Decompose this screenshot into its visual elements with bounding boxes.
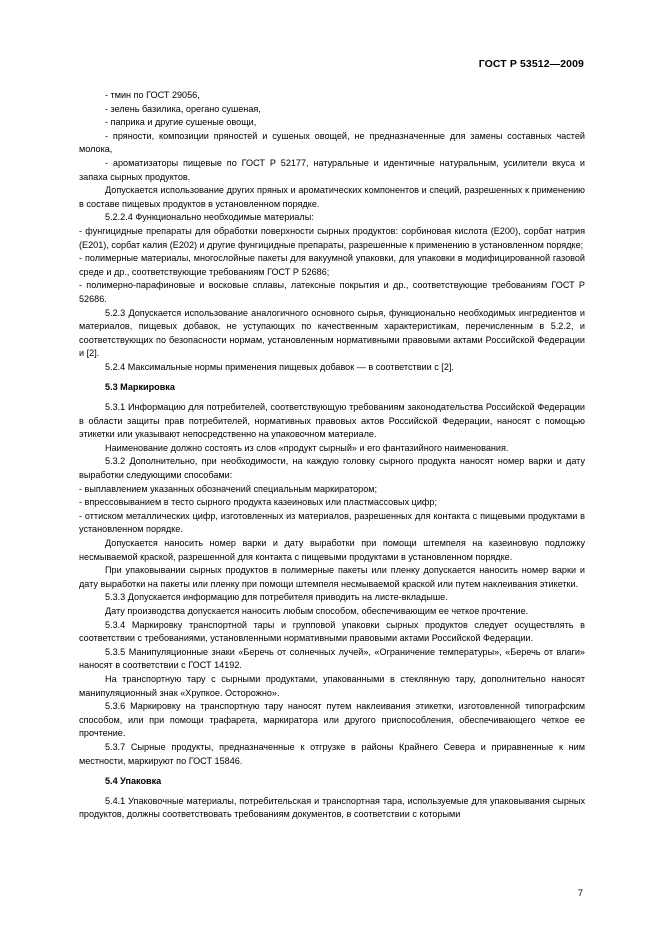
paragraph: - выплавлением указанных обозначений специальным маркиратором; bbox=[79, 483, 378, 494]
paragraph: При упаковывании сырных продуктов в полимерные пакеты или пленку допускается наносить номер варки и дату выработки на пакеты или пленку при помощи штемпеля несмываемой краской или путем наклеивания этикетки. bbox=[79, 565, 585, 589]
paragraph: - оттиском металлических цифр, изготовленных из материалов, разрешенных для контакта с пищевыми продуктами в установленном порядке. bbox=[79, 510, 585, 535]
paragraph: Дату производства допускается наносить любым способом, обеспечивающим ее четкое прочтение. bbox=[105, 605, 529, 616]
paragraph: - паприка и другие сушеные овощи, bbox=[105, 117, 257, 128]
section-heading: 5.3 Маркировка bbox=[105, 382, 175, 393]
paragraph: Допускается наносить номер варки и дату выработки при помощи штемпеля на казеиновую подложку несмываемой краской, разрешенной для контакта с пищевыми продуктами в установленном порядке. bbox=[79, 538, 585, 562]
paragraph: - тмин по ГОСТ 29056, bbox=[105, 90, 200, 100]
paragraph: 5.3.1 Информацию для потребителей, соответствующую требованиям законодательства Российской Федерации в области защиты прав потребителей, нормативных правовых актов Российской Федерации, наносят с помощью этикетки или указывают непосредственно на упаковочном материале. bbox=[79, 402, 585, 440]
paragraph: 5.3.4 Маркировку транспортной тары и групповой упаковки сырных продуктов следует осуществлять в соответствии с требованиями, установленными нормативными правовыми актами Российской Федерации. bbox=[79, 619, 585, 644]
document-header: ГОСТ Р 53512—2009 bbox=[478, 58, 584, 70]
paragraph: - полимерные материалы, многослойные пакеты для вакуумной упаковки, для упаковки в модифицированной газовой среде и др., соответствующие требованиям ГОСТ Р 52686; bbox=[79, 253, 585, 277]
paragraph: 5.3.7 Сырные продукты, предназначенные к отгрузке в районы Крайнего Севера и приравненные к ним местности, маркируют по ГОСТ 15846. bbox=[79, 741, 585, 766]
page-number: 7 bbox=[577, 888, 583, 899]
paragraph: 5.3.2 Дополнительно, при необходимости, на каждую головку сырного продукта наносят номер варки и дату выработки следующими способами: bbox=[79, 456, 585, 481]
paragraph: - ароматизаторы пищевые по ГОСТ Р 52177, натуральные и идентичные натуральным, усилители вкуса и запаха сырных продуктов. bbox=[79, 157, 585, 182]
paragraph: 5.2.4 Максимальные нормы применения пищевых добавок — в соответствии с [2]. bbox=[105, 361, 454, 372]
paragraph: Наименование должно состоять из слов «продукт сырный» и его фантазийного наименования. bbox=[105, 442, 509, 453]
section-heading: 5.4 Упаковка bbox=[105, 776, 162, 787]
document-body bbox=[79, 89, 585, 822]
paragraph: 5.2.2.4 Функционально необходимые материалы: bbox=[105, 212, 314, 223]
paragraph: 5.2.3 Допускается использование аналогичного основного сырья, функционально необходимых ингредиентов и материалов, пищевых добавок, не уступающих по качественным характеристикам, перечисленным в 5.2.2, и соответствующих по безопасности нормам, установленным нормативными правовыми актами Российской Федерации и [2]. bbox=[79, 307, 585, 359]
paragraph: - впрессовыванием в тесто сырного продукта казеиновых или пластмассовых цифр; bbox=[79, 497, 437, 508]
paragraph: - пряности, композиции пряностей и сушеных овощей, не предназначенные для замены составных частей молока, bbox=[79, 130, 585, 155]
paragraph: Допускается использование других пряных и ароматических компонентов и специй, разрешенных к применению в составе пищевых продуктов в установленном порядке. bbox=[79, 185, 585, 209]
paragraph: 5.3.6 Маркировку на транспортную тару наносят путем наклеивания этикетки, изготовленной типографским способом, или при помощи трафарета, маркиратора или другого приспособления, обеспечивающего четкое ее прочтение. bbox=[79, 701, 585, 739]
paragraph: На транспортную тару с сырными продуктами, упакованными в стеклянную тару, дополнительно наносят манипуляционный знак «Хрупкое. Осторожно». bbox=[79, 673, 585, 698]
paragraph: 5.4.1 Упаковочные материалы, потребительская и транспортная тара, используемые для упаковывания сырных продуктов, должны соответствовать требованиям документов, в соответствии с которыми bbox=[79, 795, 585, 820]
paragraph: - полимерно-парафиновые и восковые сплавы, латексные покрытия и др., соответствующие требованиям ГОСТ Р 52686. bbox=[79, 280, 585, 304]
paragraph: 5.3.5 Манипуляционные знаки «Беречь от солнечных лучей», «Ограничение температуры», «Беречь от влаги» наносят в соответствии с ГОСТ 14192. bbox=[79, 646, 585, 671]
paragraph: 5.3.3 Допускается информацию для потребителя приводить на листе-вкладыше. bbox=[105, 592, 448, 603]
paragraph: - фунгицидные препараты для обработки поверхности сырных продуктов: сорбиновая кислота (Е200), сорбат натрия (Е201), сорбат калия (Е202) и другие фунгицидные препараты, разрешенные к применению в установленном порядке; bbox=[79, 225, 585, 250]
paragraph: - зелень базилика, орегано сушеная, bbox=[105, 103, 261, 114]
